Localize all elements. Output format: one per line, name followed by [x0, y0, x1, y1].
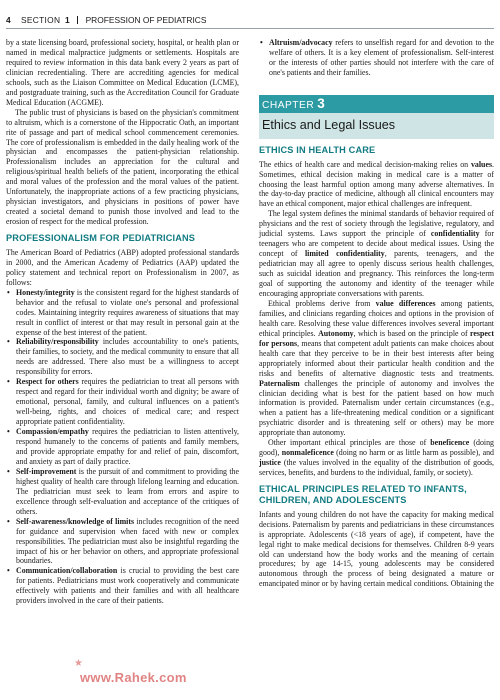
term: Honesty/integrity	[16, 287, 75, 297]
key-term: Autonomy	[318, 328, 354, 338]
left-column	[6, 38, 239, 606]
chapter-label	[259, 95, 494, 113]
definition: includes recognition of the need for guidance and supervision when faced with new or complex responsibilities. The pediatrician must also be insightful regarding the impact of his or her behavior on others, and appropriate professional boundaries.	[16, 516, 240, 566]
text-run: challenges the principle of autonomy and involves the clinician deciding what is best for the patient based on how much information is provided. Paternalism under certain circumstances (e.g., when a patient has a life-threatening medical condition or a significant psychiatric disorder and is threatening self or others) may be more appropriate than autonomy.	[259, 378, 494, 438]
definition: is the pursuit of and commitment to providing the highest quality of health care through lifelong learning and education. The pediatrician must seek to learn from errors and aspire to excellence through self-evaluation and acceptance of the critiques of others.	[16, 466, 239, 516]
text-run: , means that competent adult patients can make choices about health care that they perceive to be in their best interests after being appropriately informed about their particular health condition and the risks and benefits of alternative diagnostic tests and treatments.	[259, 338, 494, 378]
header-divider	[77, 16, 78, 24]
section-heading: ETHICAL PRINCIPLES RELATED TO INFANTS, CHILDREN, AND ADOLESCENTS	[259, 484, 467, 505]
term: Compassion/empathy	[16, 427, 89, 437]
section-label	[21, 15, 70, 25]
list-item	[6, 377, 239, 427]
definition: is the consistent regard for the highest standards of behavior and the refusal to violate one's personal and professional codes. Maintaining integrity requires awareness of situations that may result in conflict of interest or that may result in personal gain at the expense of the best interest of the patient.	[16, 287, 239, 337]
section-title: PROFESSION OF PEDIATRICS	[85, 15, 207, 25]
paragraph	[259, 299, 494, 438]
chapter-banner	[259, 95, 494, 139]
definition: refers to unselfish regard for and devotion to the welfare of others. It is a key element of professionalism. Self-interest or the interests of other parties should not interfere with the care of one's patients and their families.	[269, 38, 494, 77]
term: Altruism/advocacy	[269, 38, 333, 47]
paragraph	[259, 209, 494, 299]
text-run: among patients, families, and clinicians regarding choices and options in the provision of health care. Resolving these value differences involves several important ethical principles.	[259, 298, 494, 338]
text-run: The ethics of health care and medical decision-making relies on	[259, 159, 471, 169]
term: Self-awareness/knowledge of limits	[16, 516, 135, 526]
watermark-logo-icon: ★	[74, 658, 83, 669]
paragraph: by a state licensing board, professional society, hospital, or health plan or named in medical malpractice judgments or settlements. Hospitals are required to review information in this data bank every 2 years as part of clinician recredentialing. There are accrediting agencies for medical schools, such as the Liaison Committee on Medical Education (LCME), and postgraduate training, such as the Accreditation Council for Graduate Medical Education (ACGME).	[6, 38, 239, 107]
list-item	[6, 337, 239, 377]
term: Communication/collaboration	[16, 566, 118, 576]
header-rule	[6, 28, 494, 29]
text-run: (doing good),	[259, 438, 494, 458]
text-run: . Sometimes, ethical decision making in medical care is a matter of choosing the least harmful option among many adverse alternatives. In the day-to-day practice of medicine, although all clinical encounters may have an ethical component, major ethical challenges are infrequent.	[259, 159, 494, 209]
watermark-text: www.Rahek.com	[80, 670, 187, 685]
list-item	[259, 38, 494, 78]
text-run: Ethical problems derive from	[268, 298, 376, 308]
text-run: for teenagers who are competent to decide about medical issues. Using the concept of	[259, 229, 494, 259]
list-item	[6, 517, 239, 567]
list-item	[6, 467, 239, 517]
term: Respect for others	[16, 377, 79, 387]
key-term: beneficence	[430, 438, 470, 448]
key-term: justice	[259, 458, 281, 468]
key-term: value differences	[375, 298, 436, 308]
watermark	[72, 658, 202, 692]
text-run: (the values involved in the equality of the distribution of goods, services, benefits, and burdens to the individual, family, or society).	[259, 458, 494, 478]
bullet-list	[259, 38, 494, 78]
key-term: values	[470, 159, 493, 169]
term: Reliability/responsibility	[16, 337, 99, 347]
running-head	[6, 15, 494, 27]
paragraph: Infants and young children do not have the capacity for making medical decisions. Paternalism by parents and pediatricians in these circumstances is appropriate. Adolescents (<18 years of age), if competent, have the legal right to make medical decisions for themselves. Children 8-9 years old can understand how the body works and the meaning of certain procedures; by age 14-15, young adolescents may be considered autonomous through the process of being designated a mature or emancipated minor or by having certain medical conditions. Obtaining the	[259, 509, 494, 589]
key-term: confidentiality	[430, 229, 480, 239]
key-term: Paternalism	[259, 378, 300, 388]
paragraph	[259, 438, 494, 478]
right-column	[259, 38, 494, 589]
term: Self-improvement	[16, 466, 77, 476]
list-item	[6, 288, 239, 338]
definition: requires the pediatrician to treat all persons with respect and regard for their individual worth and dignity; be aware of emotional, personal, family, and cultural influences on a patient's well-being, rights, and choices of medical care; and respect appropriate patient confidentiality.	[16, 377, 239, 427]
definition: is crucial to providing the best care for patients. Pediatricians must work cooperatively and communicate effectively with patients and their families and with all healthcare providers involved in the care of their patients.	[16, 566, 239, 606]
paragraph: The American Board of Pediatrics (ABP) adopted professional standards in 2000, and the American Academy of Pediatrics (AAP) updated the policy statement and technical report on Professionalism in 2007, as follows:	[6, 247, 239, 287]
section-word: SECTION	[21, 15, 61, 25]
text-run: , which is based on the principle of	[353, 328, 471, 338]
text-run: (doing no harm or as little harm as possible), and	[333, 448, 494, 458]
key-term: respect for persons	[259, 328, 494, 348]
key-term: nonmaleficence	[281, 448, 334, 458]
list-item	[6, 427, 239, 467]
list-item	[6, 566, 239, 606]
definition: requires the pediatrician to listen attentively, respond humanely to the concerns of patients and family members, and provide appropriate empathy for and relief of pain, discomfort, and anxiety as part of daily practice.	[16, 427, 239, 466]
section-heading: PROFESSIONALISM FOR PEDIATRICIANS	[6, 233, 196, 244]
section-number: 1	[64, 15, 70, 25]
chapter-number: 3	[317, 95, 326, 111]
text-run: Other important ethical principles are those of	[268, 438, 431, 448]
paragraph: The public trust of physicians is based on the physician's commitment to altruism, which is a cornerstone of the Hippocratic Oath, an important rite of passage and part of medical school commencement ceremonies. The core of professionalism is embedded in the daily healing work of the physician and encompasses the patient-physician relationship. Professionalism includes an appreciation for the cultural and religious/spiritual health beliefs of the patient, incorporating the ethical and moral values of the profession and the moral values of the patient. Unfortunately, the inappropriate actions of a few practicing physicians, physician investigators, and physicians in positions of power have created a societal demand to punish those involved and lead to the erosion of respect for the medical profession.	[6, 107, 239, 227]
section-heading: ETHICS IN HEALTH CARE	[259, 144, 376, 155]
text-run: The legal system defines the minimal standards of behavior required of physicians and the rest of society through the legislative, regulatory, and judicial systems. Laws support the principle of	[259, 209, 494, 239]
page-number: 4	[6, 15, 11, 25]
bullet-list	[6, 288, 239, 607]
chapter-title: Ethics and Legal Issues	[262, 117, 396, 132]
text-run: , parents, teenagers, and the pediatrician may all agree to openly discuss serious health challenges, such as suicidal ideation and pregnancy. This reinforces the long-term goal of supporting the autonomy and identity of the teenager while encouraging appropriate conversations with parents.	[259, 249, 494, 298]
paragraph	[259, 160, 494, 210]
key-term: limited confidentiality	[304, 249, 385, 259]
definition: includes accountability to one's patients, their families, to society, and the medical community to ensure that all needs are addressed. There also must be a willingness to accept responsibility for errors.	[16, 337, 239, 377]
chapter-word: CHAPTER	[262, 99, 315, 111]
